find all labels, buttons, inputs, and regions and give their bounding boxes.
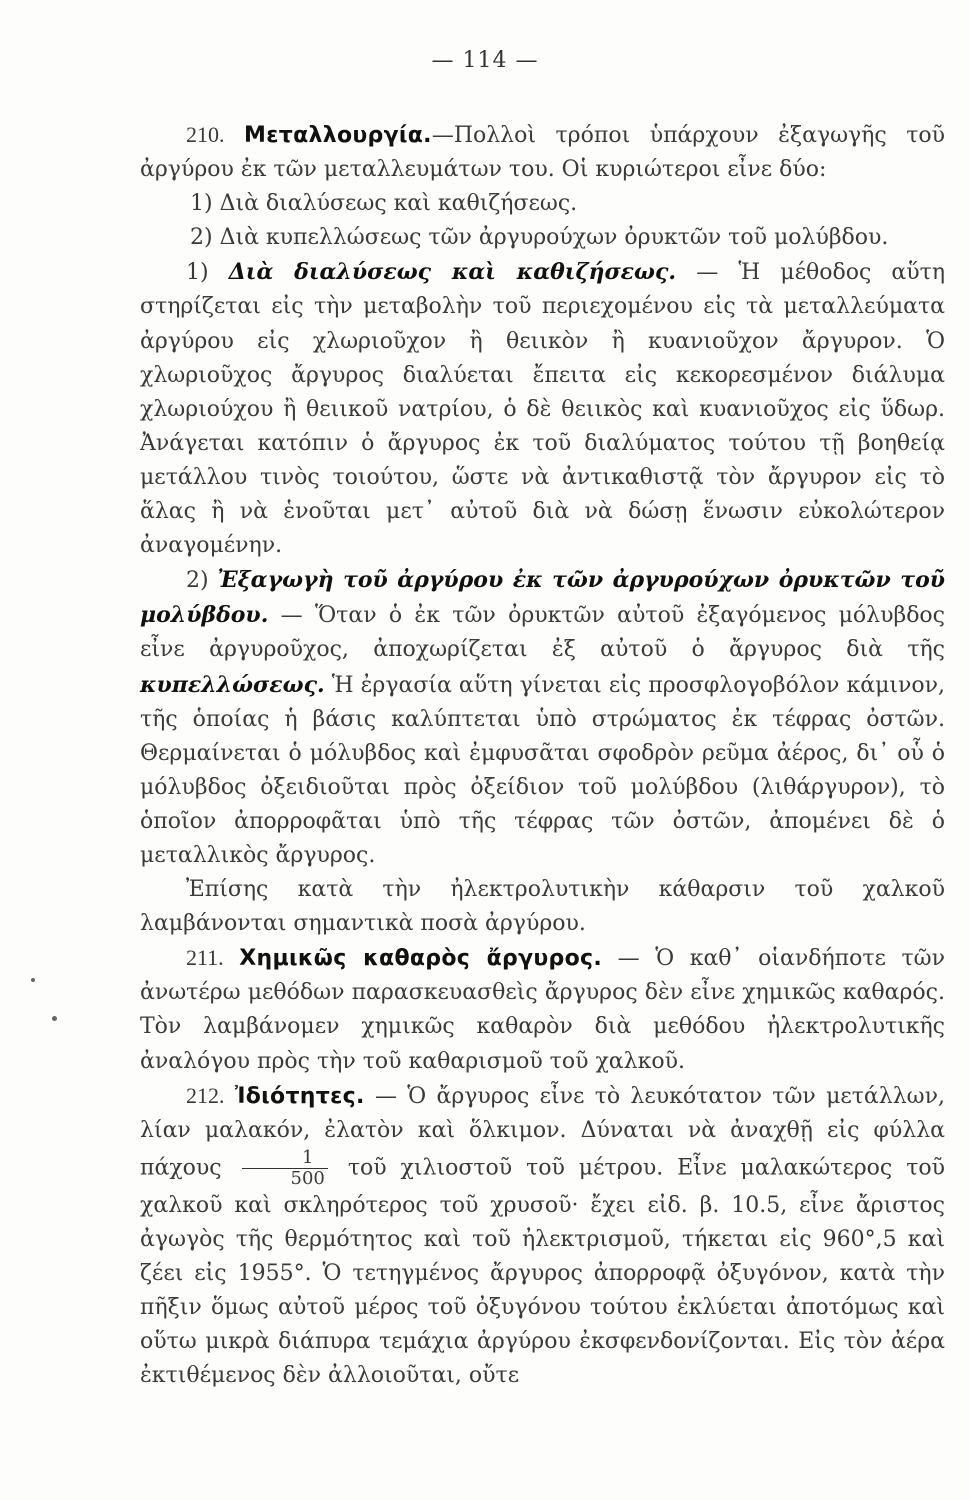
section-text: τοῦ χιλιοστοῦ τοῦ μέτρου. Εἶνε μαλακώτερος τοῦ χαλκοῦ καὶ σκληρότερος τοῦ χρυσοῦ· ἔχει εἰδ. β. 10.5, εἶνε ἄριστος ἀγωγὸς τῆς θερμότητος καὶ τοῦ ἠλεκτρισμοῦ, τήκεται εἰς 960°,5 καὶ ζέει εἰς 1955°. Ὁ τετηγμένος ἄργυρος ἀπορροφᾷ ὀξυγόνον, κατὰ τὴν πῆξιν ὅμως αὐτοῦ μέρος τοῦ ὀξυγόνου τούτου ἐκλύεται ἀποτόμως καὶ οὕτω μικρὰ διάπυρα τεμάχια ἀργύρου ἐκσφενδονίζονται. Εἰς τὸν ἀέρα ἐκτιθέμενος δὲν ἀλλοιοῦται, οὔτε	[140, 1155, 945, 1389]
fraction-numerator: 1	[242, 1148, 328, 1169]
paper-speck	[31, 978, 35, 982]
method-1-paragraph	[140, 255, 945, 563]
method-number: 1)	[186, 260, 209, 286]
fraction	[242, 1148, 328, 1189]
additional-paragraph: Ἐπίσης κατὰ τὴν ἠλεκτρολυτικὴν κάθαρσιν τοῦ χαλκοῦ λαμβάνονται σημαντικὰ ποσὰ ἀργύρου.	[140, 877, 945, 937]
section-number: 210.	[186, 122, 225, 147]
section-text: —Πολλοὶ τρόποι ὑπάρχουν ἐξαγωγῆς τοῦ ἀργύρου ἐκ τῶν μεταλλευμάτων του. Οἱ κυριώτεροι εἶνε δύο:	[140, 123, 945, 183]
fraction-denominator: 500	[290, 1167, 325, 1189]
term-highlight: κυπελλώσεως.	[140, 671, 325, 698]
section-number: 212.	[186, 1082, 225, 1108]
paper-speck	[52, 1016, 57, 1021]
section-title: Χημικῶς καθαρὸς ἄργυρος.	[239, 946, 603, 972]
method-text: Ἡ ἐργασία αὕτη γίνεται εἰς προσφλογοβόλον κάμινον, τῆς ὁποίας ἡ βάσις καλύπτεται ὑπὸ στρώματος ἐκ τέφρας ὀστῶν. Θερμαίνεται ὁ μόλυβδος καὶ ἐμφυσᾶται σφοδρὸν ρεῦμα ἀέρος, δι᾽ οὗ ὁ μόλυβδος ὀξειδιοῦται πρὸς ὀξείδιον τοῦ μολύβδου (λιθάργυρον), τὸ ὁποῖον ἀπορροφᾶται ὑπὸ τῆς τέφρας τῶν ὀστῶν, ἀπομένει δὲ ὁ μεταλλικὸς ἄργυρος.	[140, 672, 946, 868]
method-2-paragraph	[140, 563, 945, 873]
method-text: — Ὅταν ὁ ἐκ τῶν ὀρυκτῶν αὐτοῦ ἐξαγόμενος μόλυβδος εἶνε ἀργυροῦχος, ἀποχωρίζεται ἐξ αὐτοῦ ὁ ἄργυρος διὰ τῆς	[140, 603, 946, 663]
section-text: — Ὁ καθ᾽ οἱανδήποτε τῶν ἀνωτέρω μεθόδων παρασκευασθεὶς ἄργυρος δὲν εἶνε χημικῶς καθαρός. Τὸν λαμβάνομεν χημικῶς καθαρὸν διὰ μεθόδου ἠλεκτρολυτικῆς ἀναλόγου πρὸς τὴν τοῦ καθαρισμοῦ τοῦ χαλκοῦ.	[140, 946, 945, 1074]
method-text: — Ἡ μέθοδος αὕτη στηρίζεται εἰς τὴν μεταβολὴν τοῦ περιεχομένου εἰς τὰ μεταλλεύματα ἀργύρου εἰς χλωριοῦχον ἢ θειικὸν ἢ κυανιοῦχον ἄργυρον. Ὁ χλωριοῦχος ἄργυρος διαλύεται ἔπειτα εἰς κεκορεσμένον διάλυμα χλωριούχου ἢ θειικοῦ νατρίου, ὁ δὲ θειικὸς καὶ κυανιοῦχος εἰς ὕδωρ. Ἀνάγεται κατόπιν ὁ ἄργυρος ἐκ τοῦ διαλύματος τούτου τῇ βοηθείᾳ μετάλλου τινὸς τοιούτου, ὥστε νὰ ἀντικαθιστᾷ τὸν ἄργυρον εἰς τὸ ἅλας ἢ νὰ ἑνοῦται μετ᾽ αὐτοῦ διὰ νὰ δώσῃ ἕνωσιν εὐκολώτερον ἀναγομένην.	[140, 260, 945, 559]
section-210-intro	[140, 118, 945, 187]
section-211	[140, 941, 945, 1078]
method-list-item: 1) Διὰ διαλύσεως καὶ καθιζήσεως.	[190, 191, 578, 217]
method-title: Ἐξαγωγὴ τοῦ ἀργύρου ἐκ τῶν ἀργυρούχων ὀρυκτῶν τοῦ μολύβδου.	[140, 567, 946, 629]
method-list-item: 2) Διὰ κυπελλώσεως τῶν ἀργυρούχων ὀρυκτῶν τοῦ μολύβδου.	[190, 225, 889, 251]
page-number: — 114 —	[431, 48, 539, 73]
section-title: Μεταλλουργία.	[244, 123, 432, 148]
section-number: 211.	[186, 945, 224, 971]
page-body	[140, 118, 945, 1393]
method-title: Διὰ διαλύσεως καὶ καθιζήσεως.	[228, 259, 677, 286]
section-title: Ἰδιότητες.	[234, 1083, 365, 1109]
section-212	[140, 1079, 945, 1394]
section-text: — Ὁ ἄργυρος εἶνε τὸ λευκότατον τῶν μετάλλων, λίαν μαλακόν, ἐλατὸν καὶ ὅλκιμον. Δύναται νὰ ἀναχθῇ εἰς φύλλα πάχους	[140, 1083, 945, 1181]
method-number: 2)	[186, 568, 209, 594]
